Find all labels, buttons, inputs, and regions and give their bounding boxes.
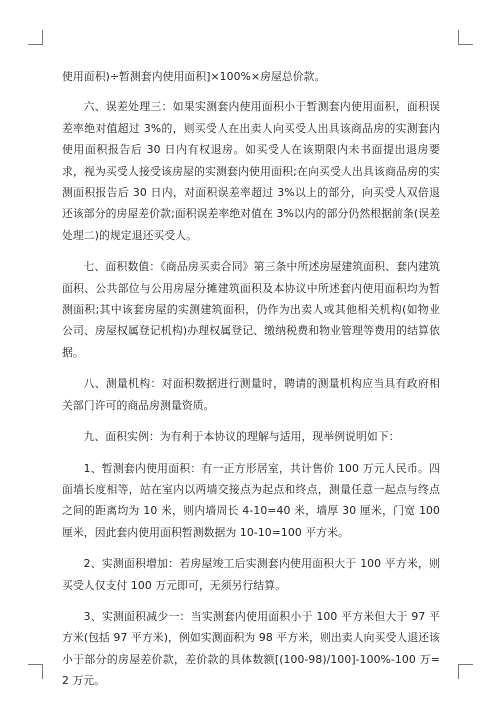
crop-mark-bottom-right [458, 664, 473, 679]
crop-mark-top-right [458, 30, 473, 45]
paragraph-example-2: 2、实测面积增加：若房屋竣工后实测套内使用面积大于 100 平方米，则买受人仅支付 100 万元即可，无须另行结算。 [62, 557, 440, 592]
paragraph-error-handling-three: 六、误差处理三：如果实测套内使用面积小于暂测套内使用面积，面积误差率绝对值超过 3%的，则买受人在出卖人向买受人出具该商品房的实测套内使用面积报告后 30 日内有权退房。如买受人在该期限内未书面提出退房要求，视为买受人接受该房屋的实测套内使用面积;在向买受人出具该商品房的实测面积报告后 30 日内，对面积误差率超过 3%以上的部分，向买受人双倍退还该部分的房屋差价款;面积误差率绝对值在 3%以内的部分仍然根据前条(误差处理二)的规定退还买受人。 [62, 100, 440, 242]
document-body [62, 66, 440, 702]
paragraph-example-1: 1、暂测套内使用面积：有一正方形居室，共计售价 100 万元人民币。四面墙长度相等，站在室内以两墙交接点为起点和终点，测量任意一起点与终点之间的距离均为 10 米，则内墙周长 4-10=40 米，墙厚 30 厘米，门宽 100 厘米，因此套内使用面积暂测数据为 10-10=100 平方米。 [62, 461, 440, 539]
paragraph-example-3: 3、实测面积减少一：当实测套内使用面积小于 100 平方米但大于 97 平方米(包括 97 平方米)，例如实测面积为 98 平方米，则出卖人向买受人退还该小于部分的房屋差价款，差价款的具体数额[(100-98)/100]-100%-100 万=2 万元。 [62, 609, 440, 688]
paragraph-area-examples: 九、面积实例：为有利于本协议的理解与适用，现举例说明如下： [83, 430, 400, 444]
paragraph-survey-agency: 八、测量机构：对面积数据进行测量时，聘请的测量机构应当具有政府相关部门许可的商品房测量资质。 [62, 377, 440, 412]
paragraph-area-values: 七、面积数值：《商品房买卖合同》第三条中所述房屋建筑面积、套内建筑面积、公共部位与公用房屋分摊建筑面积及本协议中所述套内使用面积均为暂测面积;其中该套房屋的实测建筑面积，仍作为出卖人或其他相关机构(如物业公司、房屋权属登记机构)办理权属登记、缴纳税费和物业管理等费用的结算依据。 [62, 260, 440, 359]
crop-mark-bottom-left [28, 664, 43, 679]
crop-mark-top-left [28, 30, 43, 45]
paragraph-continuation: 使用面积)÷暂测套内使用面积]×100%×房屋总价款。 [62, 70, 326, 83]
